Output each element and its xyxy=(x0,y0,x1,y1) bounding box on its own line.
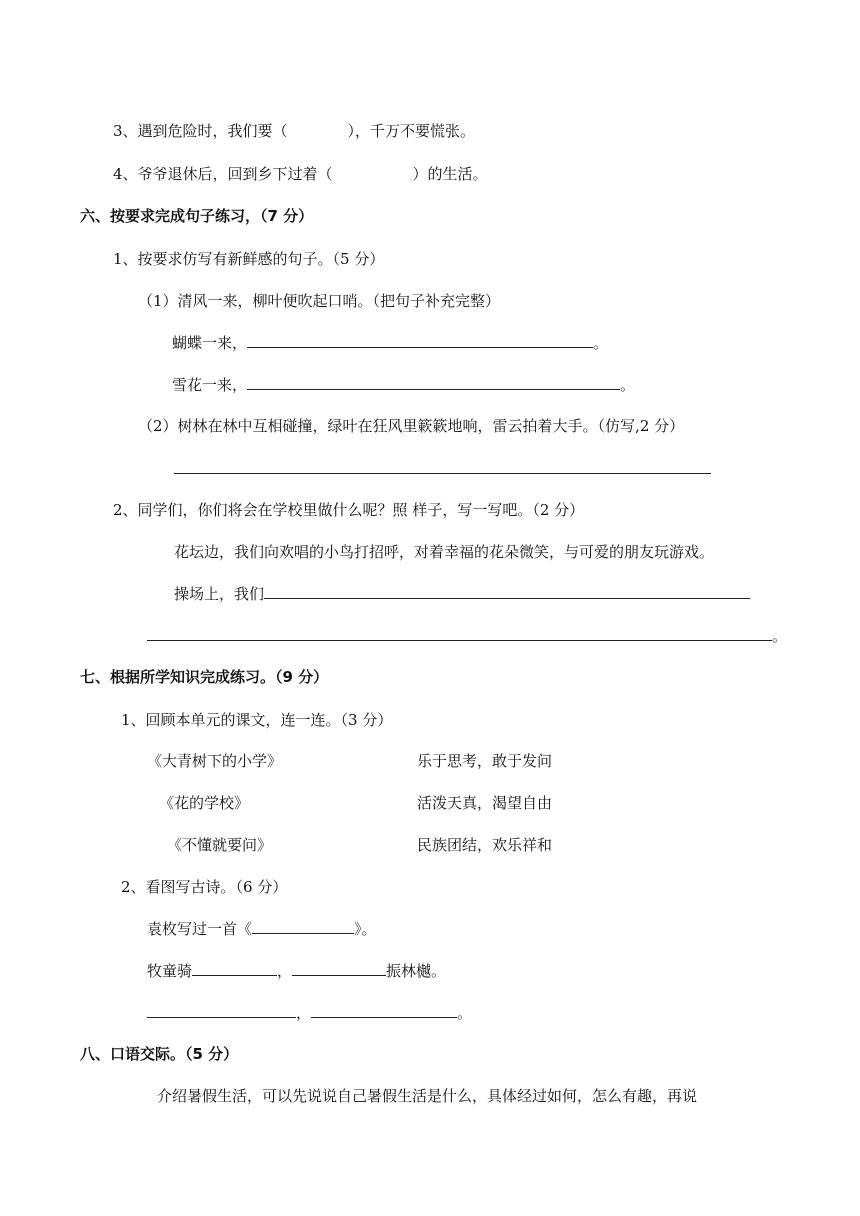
s7-q2: 2、看图写古诗。（6 分） xyxy=(121,878,288,896)
playground-prefix: 操场上，我们 xyxy=(174,585,265,603)
s6-q1: 1、按要求仿写有新鲜感的句子。（5 分） xyxy=(113,250,385,268)
s7-q1: 1、回顾本单元的课文，连一连。（3 分） xyxy=(121,711,393,729)
s8-text: 介绍暑假生活，可以先说说自己暑假生活是什么，具体经过如何，怎么有趣，再说 xyxy=(157,1087,698,1105)
poem-line1-prefix: 牧童骑 xyxy=(147,962,193,980)
match-right-2[interactable]: 活泼天真，渴望自由 xyxy=(417,794,553,812)
match-right-1[interactable]: 乐于思考，敢于发问 xyxy=(417,752,553,770)
playground-line-2 xyxy=(147,626,787,646)
section8-heading: 八、口语交际。（5 分） xyxy=(80,1045,239,1063)
imitation-answer-line[interactable] xyxy=(174,473,711,474)
s6-q1-2: （2）树林在林中互相碰撞，绿叶在狂风里簌簌地响，雷云拍着大手。（仿写,2 分） xyxy=(138,417,685,435)
playground-line xyxy=(174,584,750,604)
poem-line-1 xyxy=(147,961,446,981)
butterfly-line xyxy=(172,333,608,353)
poem-title-prefix: 袁枚写过一首《 xyxy=(147,920,253,938)
poem-line1-blank-2[interactable] xyxy=(292,961,386,976)
q5-item3-suffix: ），千万不要慌张。 xyxy=(347,122,476,140)
example-sentence: 花坛边，我们向欢唱的小鸟打招呼，对着幸福的花朵微笑，与可爱的朋友玩游戏。 xyxy=(174,543,715,561)
match-left-2[interactable]: 《花的学校》 xyxy=(159,794,250,812)
playground-answer-blank-2[interactable] xyxy=(147,626,772,641)
snow-prefix: 雪花一来， xyxy=(172,376,248,394)
poem-line2-blank-1[interactable] xyxy=(147,1003,296,1018)
butterfly-period: 。 xyxy=(593,334,609,352)
snow-period: 。 xyxy=(620,376,636,394)
s6-q2: 2、同学们，你们将会在学校里做什么呢？照 样子，写一写吧。（2 分） xyxy=(113,501,585,519)
snow-answer-blank[interactable] xyxy=(247,375,620,390)
poem-line2-comma: ， xyxy=(296,1004,312,1022)
q5-item3-prefix: 3、遇到危险时，我们要（ xyxy=(113,122,288,140)
poem-line1-suffix: 振林樾。 xyxy=(386,962,447,980)
q5-item4-prefix: 4、爷爷退休后，回到乡下过着（ xyxy=(113,165,333,183)
poem-line1-blank-1[interactable] xyxy=(192,961,277,976)
q5-item3 xyxy=(113,121,475,141)
butterfly-prefix: 蝴蝶一来， xyxy=(172,334,248,352)
poem-line1-comma: ， xyxy=(277,962,293,980)
q5-item4-suffix: ）的生活。 xyxy=(412,165,488,183)
poem-title-line xyxy=(147,919,377,939)
snow-line xyxy=(172,375,635,395)
section7-heading: 七、根据所学知识完成练习。（9 分） xyxy=(80,668,329,686)
s6-q1-1: （1）清风一来，柳叶便吹起口哨。（把句子补充完整） xyxy=(138,292,501,310)
playground-answer-blank[interactable] xyxy=(264,584,750,599)
match-right-3[interactable]: 民族团结，欢乐祥和 xyxy=(417,836,553,854)
poem-line2-blank-2[interactable] xyxy=(311,1003,457,1018)
q5-item4 xyxy=(113,164,488,184)
poem-line-2 xyxy=(147,1003,472,1023)
poem-line2-period: 。 xyxy=(457,1004,473,1022)
playground-period: 。 xyxy=(772,627,788,645)
poem-title-suffix: 》。 xyxy=(354,920,377,938)
section6-heading: 六、按要求完成句子练习，（7 分） xyxy=(80,207,314,225)
poem-title-blank[interactable] xyxy=(252,919,354,934)
match-left-1[interactable]: 《大青树下的小学》 xyxy=(147,752,283,770)
butterfly-answer-blank[interactable] xyxy=(247,333,593,348)
match-left-3[interactable]: 《不懂就要问》 xyxy=(167,836,273,854)
